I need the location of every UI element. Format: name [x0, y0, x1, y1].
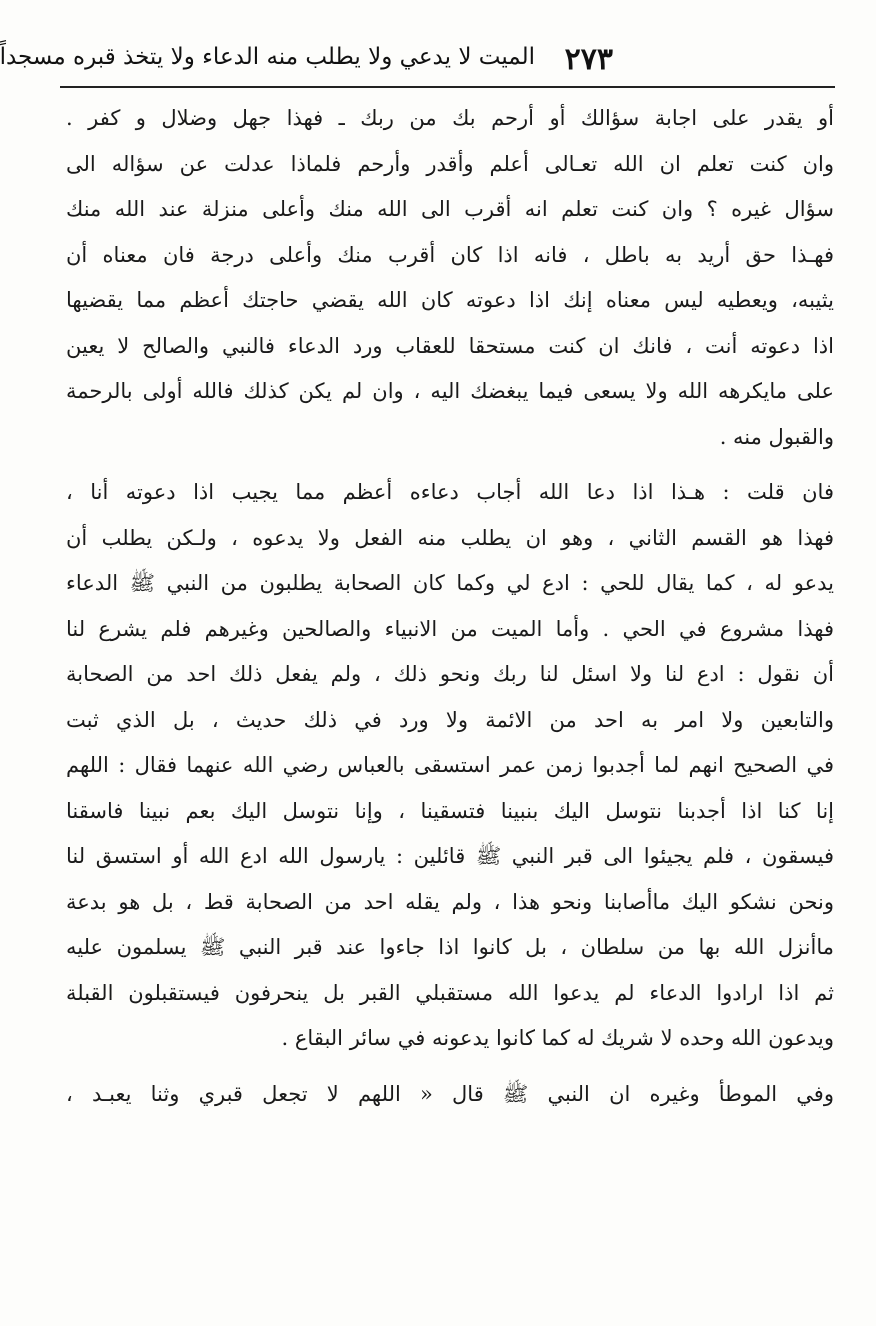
text-line: فيسقون ، فلم يجيئوا الى قبر النبي ﷺ قائلين : يارسول الله ادع الله أو استسق لنا: [66, 844, 834, 868]
text-line: أو يقدر على اجابة سؤالك أو أرحم بك من ربك ـ فهذا جهل وضلال و كفر .: [66, 106, 834, 130]
text-line: ونحن نشكو اليك ماأصابنا ونحو هذا ، ولم يقله احد من الصحابة قط ، بل هو بدعة: [66, 889, 834, 914]
text-line: يدعو له ، كما يقال للحي : ادع لي وكما كان الصحابة يطلبون من النبي ﷺ الدعاء: [66, 571, 834, 595]
paragraph-gap: [66, 460, 834, 470]
text-line: في الصحيح انهم لما أجدبوا زمن عمر استسقى بالعباس رضي الله عنهما فقال : اللهم: [66, 753, 834, 777]
paragraph-2: [66, 470, 834, 1062]
text-line: سؤال غيره ؟ وان كنت تعلم انه أقرب الى الله منك وأعلى منزلة عند الله منك: [66, 197, 834, 221]
paragraph-3: [66, 1072, 834, 1118]
text-line: فهذا هو القسم الثاني ، وهو ان يطلب منه الفعل ولا يدعوه ، ولـكن يطلب أن: [66, 525, 834, 550]
text-line: اذا دعوته أنت ، فانك ان كنت مستحقا للعقاب ورد الدعاء فالنبي والصالح لا يعين: [66, 333, 834, 358]
text-line: يثيبه، ويعطيه ليس معناه إنك اذا دعوته كان الله يقضي حاجتك أعظم مما يقضيها: [66, 288, 834, 312]
body-text: [66, 96, 834, 1117]
page-header: [0, 34, 835, 88]
text-line: والقبول منه .: [719, 424, 834, 449]
text-line: ثم اذا ارادوا الدعاء لم يدعوا الله مستقبلي القبر بل ينحرفون فيستقبلون القبلة: [66, 980, 834, 1005]
text-line: على مايكرهه الله ولا يسعى فيما يبغضك اليه ، وان لم يكن كذلك فالله أولى بالرحمة: [66, 379, 834, 403]
running-title: الميت لا يدعي ولا يطلب منه الدعاء ولا يتخذ قبره مسجداً: [0, 44, 535, 70]
text-line: إنا كنا اذا أجدبنا نتوسل اليك بنبينا فتسقينا ، وإنا نتوسل اليك بعم نبينا فاسقنا: [66, 798, 834, 823]
text-line: فهـذا حق أريد به باطل ، فانه اذا كان أقرب منك وأعلى درجة فان معناه أن: [66, 242, 834, 267]
text-line: فهذا مشروع في الحي . وأما الميت من الانبياء والصالحين وغيرهم فلم يشرع لنا: [66, 616, 834, 641]
text-line: فان قلت : هـذا اذا دعا الله أجاب دعاءه أعظم مما يجيب اذا دعوته أنا ،: [66, 480, 834, 504]
paragraph-gap: [66, 1062, 834, 1072]
text-line: ويدعون الله وحده لا شريك له كما كانوا يدعونه في سائر البقاع .: [281, 1026, 834, 1050]
page-number: ٢٧٣: [564, 42, 613, 77]
text-line: وفي الموطأ وغيره ان النبي ﷺ قال « اللهم لا تجعل قبري وثنا يعبـد ،: [66, 1081, 834, 1106]
text-line: ماأنزل الله بها من سلطان ، بل كانوا اذا جاءوا عند قبر النبي ﷺ يسلمون عليه: [66, 935, 834, 959]
text-line: والتابعين ولا امر به احد من الائمة ولا ورد في ذلك حديث ، بل الذي ثبت: [66, 707, 834, 732]
paragraph-1: [66, 96, 834, 460]
text-line: أن نقول : ادع لنا ولا اسئل لنا ربك ونحو ذلك ، ولم يفعل ذلك احد من الصحابة: [66, 662, 834, 686]
header-rule: [60, 86, 835, 88]
text-line: وان كنت تعلم ان الله تعـالى أعلم وأقدر وأرحم فلماذا عدلت عن سؤاله الى: [66, 151, 834, 176]
